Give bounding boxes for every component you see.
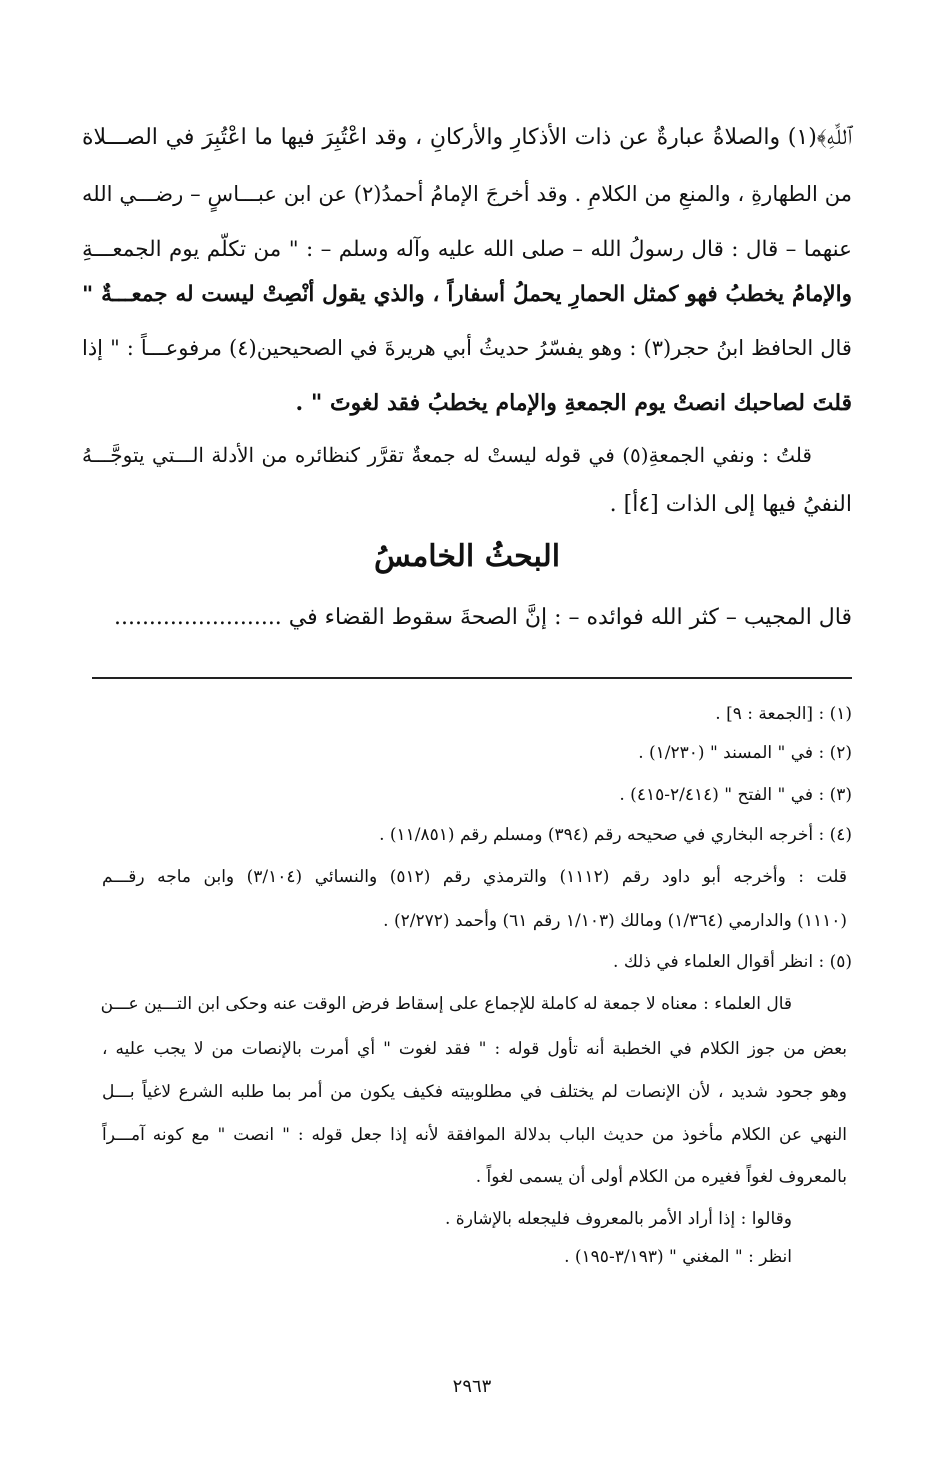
footnote-5-cont-3: وهو جحود شديد ، لأن الإنصات لم يختلف في مطلوبيته فكيف يكون من أمر بما طلبه الشرع لاغياً بـــل bbox=[102, 1082, 847, 1102]
body-line-6: قلتَ لصاحبك انصتْ يوم الجمعةِ والإمام يخطبُ فقد لغوتَ " . bbox=[295, 390, 852, 416]
footnote-5-cont-1: قال العلماء : معناه لا جمعة له كاملة للإجماع على إسقاط فرض الوقت عنه وحكى ابن التـــين عـــن bbox=[100, 994, 792, 1014]
section-heading: البحثُ الخامسُ bbox=[373, 539, 561, 574]
footnote-4-cont-2: (١١١٠) والدارمي (١/٣٦٤) ومالك (١/١٠٣ رقم ٦١) وأحمد (٢/٢٧٢) . bbox=[383, 911, 847, 931]
footnote-5-cont-5: بالمعروف لغواً فغيره من الكلام أولى أن يسمى لغواً . bbox=[475, 1167, 847, 1187]
footnote-4: (٤) : أخرجه البخاري في صحيحه رقم (٣٩٤) ومسلم رقم (١١/٨٥١) . bbox=[379, 825, 852, 845]
footnote-2: (٢) : في " المسند " (١/٢٣٠) . bbox=[638, 743, 852, 763]
footnote-3: (٣) : في " الفتح " (٢/٤١٤-٤١٥) . bbox=[619, 785, 852, 805]
footnote-5-cont-6: وقالوا : إذا أراد الأمر بالمعروف فليجعله بالإشارة . bbox=[445, 1209, 792, 1229]
page-number: ٢٩٦٣ bbox=[452, 1376, 492, 1397]
footnote-1: (١) : [الجمعة : ٩] . bbox=[715, 704, 852, 724]
body-line-7: قلتُ : ونفي الجمعةِ(٥) في قوله ليستْ له جمعةٌ تقرَّر كنظائره من الأدلة الـــتي يتوجَّـــهُ bbox=[82, 443, 812, 467]
footnote-5: (٥) : انظر أقوال العلماء في ذلك . bbox=[613, 952, 852, 972]
footnote-5-cont-2: بعض من جوز الكلام في الخطبة أنه تأول قوله : " فقد لغوت " أي أمرت بالإنصات من لا يجب عليه ، bbox=[102, 1039, 847, 1059]
body-line-5: قال الحافظ ابنُ حجر(٣) : وهو يفسّرُ حديثُ أبي هريرةَ في الصحيحين(٤) مرفوعـــاً : " إذا bbox=[82, 336, 852, 360]
body-line-8: النفيُ فيها إلى الذات [٤أ] . bbox=[609, 492, 852, 517]
closing-line: قال المجيب – كثر الله فوائده – : إنَّ الصحةَ سقوط القضاء في ........................ bbox=[113, 605, 852, 630]
footnote-5-cont-4: النهي عن الكلام مأخوذ من حديث الباب بدلالة الموافقة لأنه إذا جعل قوله : " انصت " مع كونه آمـــراً bbox=[102, 1125, 847, 1145]
footnote-separator bbox=[92, 677, 852, 679]
footnote-4-cont-1: قلت : وأخرجه أبو داود رقم (١١١٢) والترمذي رقم (٥١٢) والنسائي (٣/١٠٤) وابن ماجه رقـــم bbox=[102, 867, 848, 887]
body-line-4: والإمامُ يخطبُ فهو كمثل الحمارِ يحملُ أسفاراً ، والذي يقول أنْصِتْ ليست له جمعـــةٌ " bbox=[82, 282, 852, 307]
body-line-1: ﭐﻟﻠَّﻪِ﴾(١) والصلاةُ عبارةٌ عن ذات الأذكارِ والأركانِ ، وقد اعْتُبِرَ فيها ما اعْتُبِرَ في الصـــلاة bbox=[82, 125, 852, 150]
body-line-2: من الطهارةِ ، والمنعِ من الكلامِ . وقد أخرجَ الإمامُ أحمدُ(٢) عن ابن عبـــاسٍ – رضـــي الله bbox=[82, 182, 852, 206]
body-line-3: عنهما – قال : قال رسولُ الله – صلى الله عليه وآله وسلم – : " من تكلّم يوم الجمعـــةِ bbox=[82, 237, 852, 262]
footnote-5-cont-7: انظر : " المغني " (٣/١٩٣-١٩٥) . bbox=[564, 1247, 792, 1267]
